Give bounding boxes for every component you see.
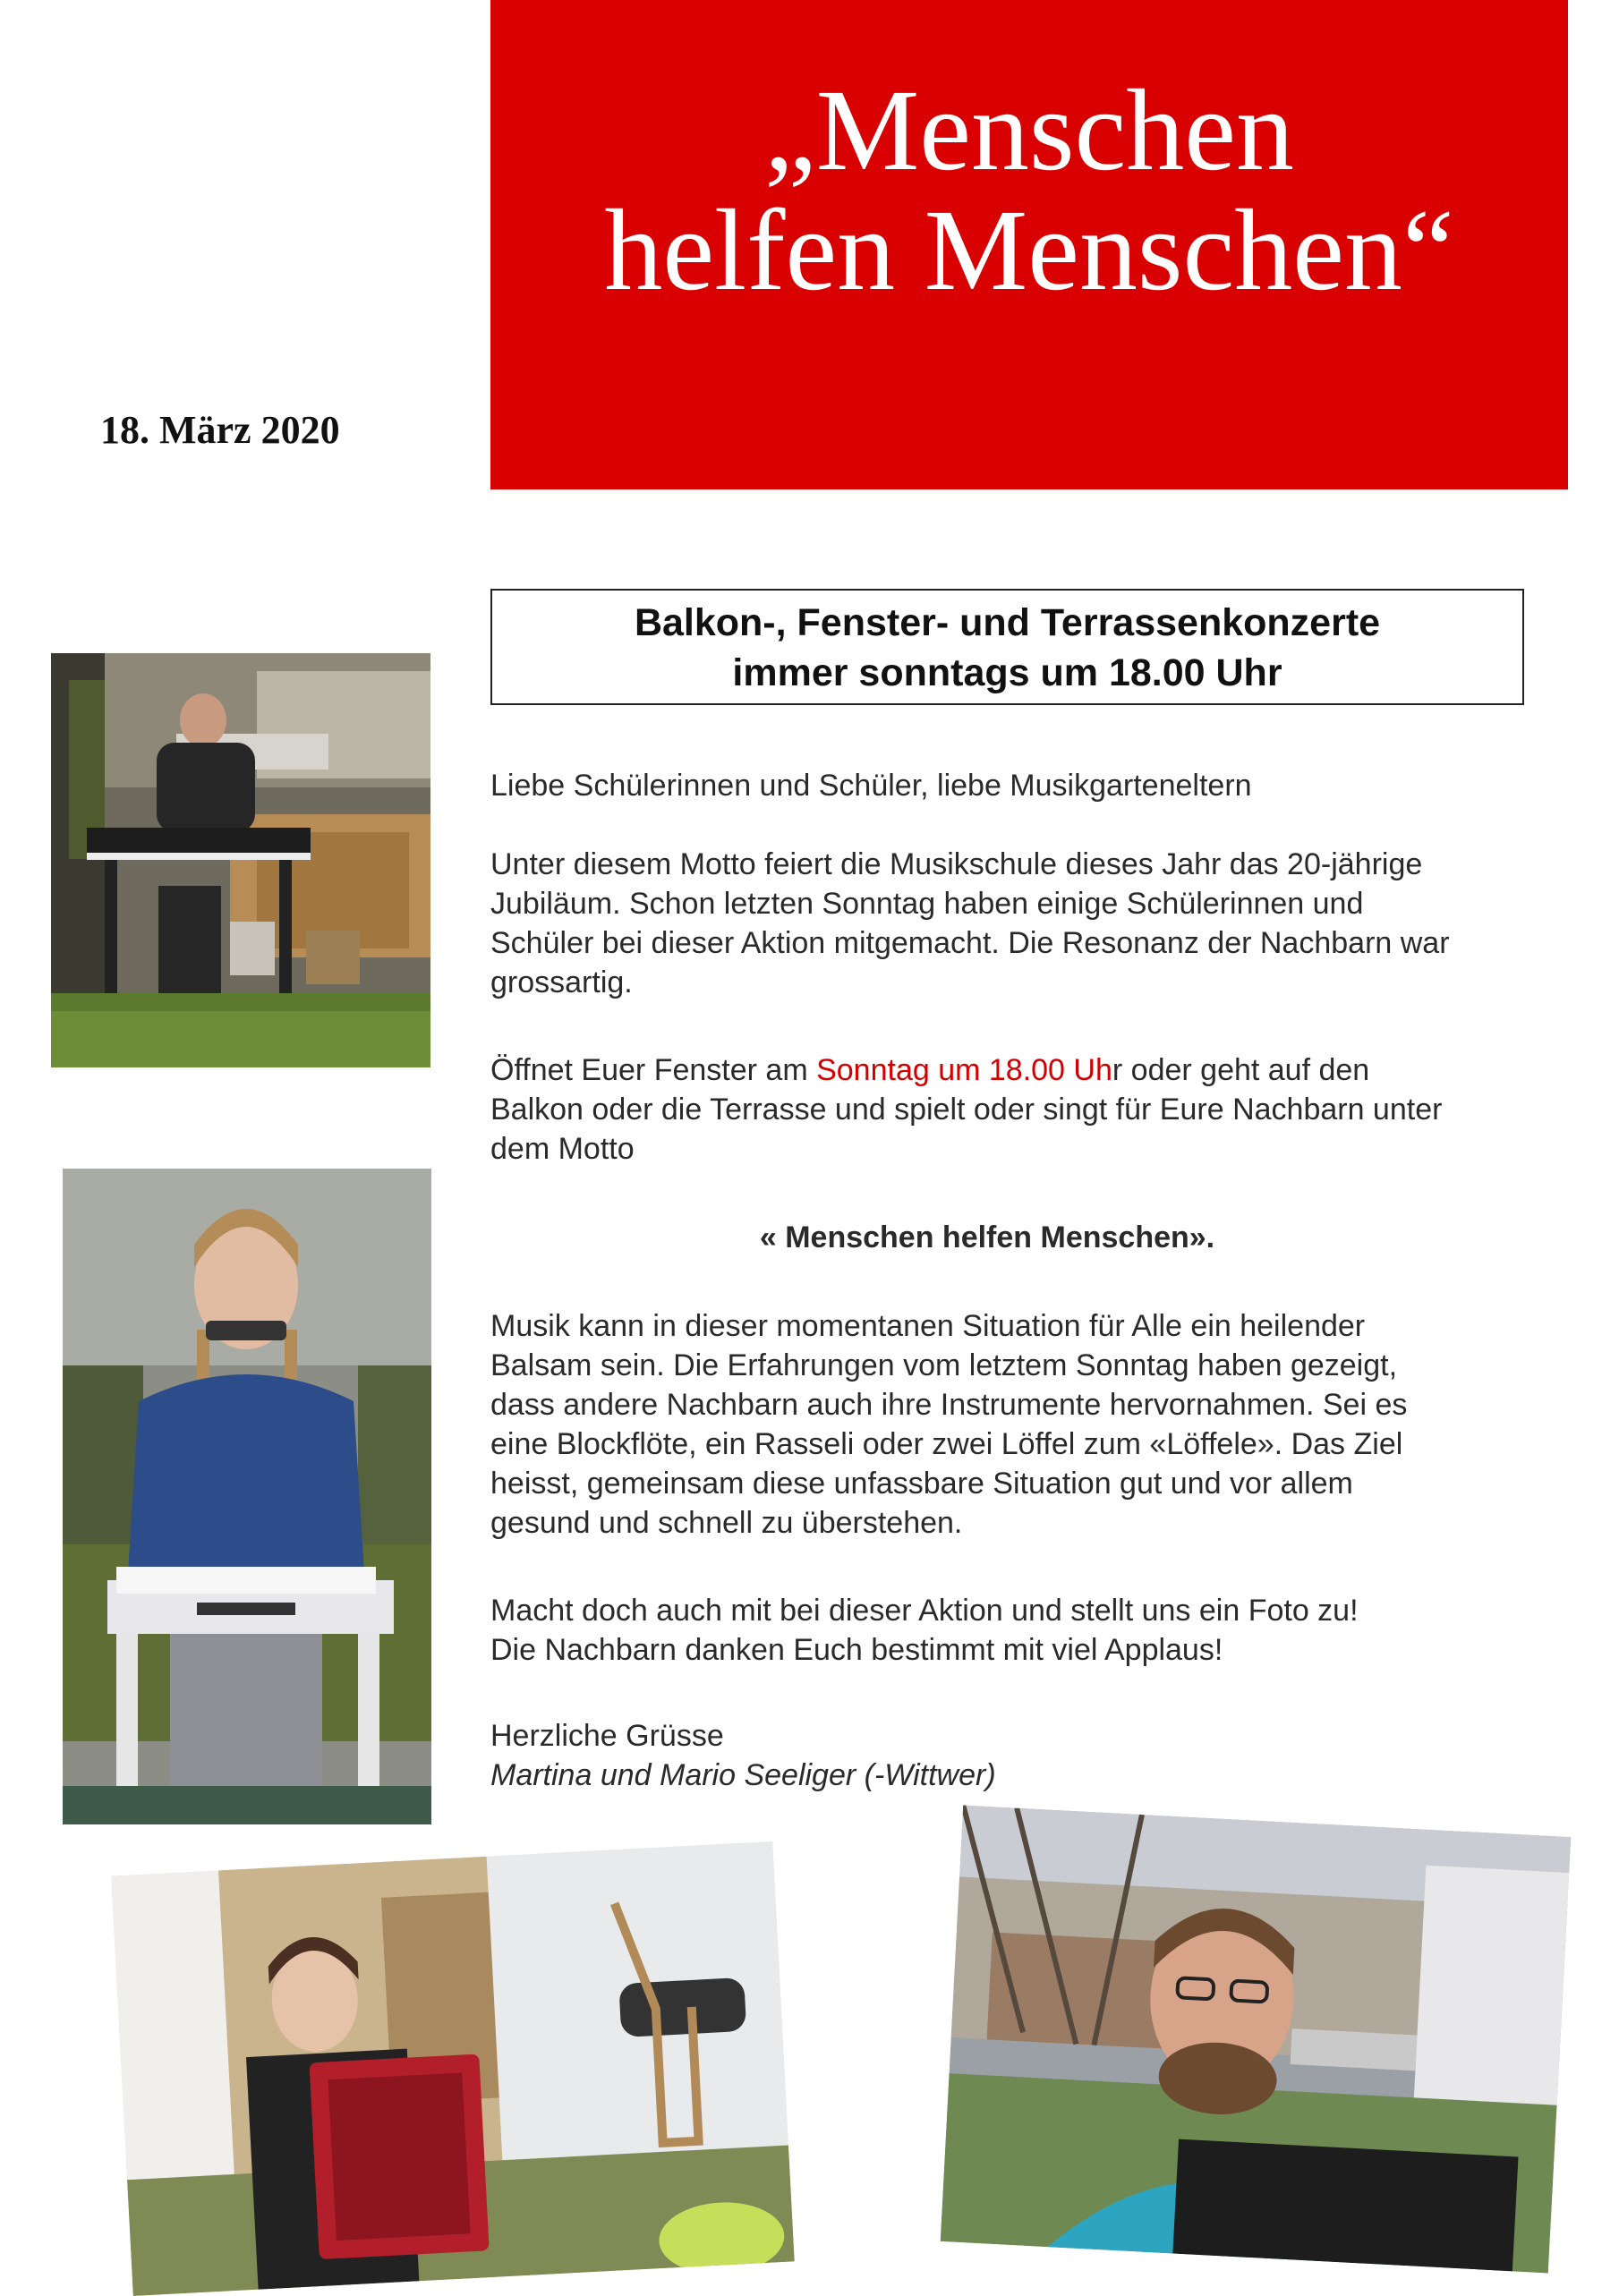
photo-harmonica-girl (63, 1169, 431, 1824)
paragraph-4-line: Die Nachbarn danken Euch bestimmt mit viel Applaus! (490, 1633, 1223, 1667)
paragraph-1-line: grossartig. (490, 965, 633, 999)
signature: Martina und Mario Seeliger (-Wittwer) (490, 1758, 996, 1792)
title-line-2: helfen Menschen“ (604, 186, 1454, 315)
closing (490, 1716, 1555, 1795)
date: 18. März 2020 (100, 408, 340, 452)
headline-line-1: Balkon-, Fenster- und Terrassenkonzerte (634, 601, 1381, 644)
paragraph-2-pre: Öffnet Euer Fenster am (490, 1053, 817, 1087)
paragraph-3-line: dass andere Nachbarn auch ihre Instrumente hervornahmen. Sei es (490, 1388, 1408, 1422)
title-line-1: „Menschen (764, 66, 1294, 195)
paragraph-2-line: dem Motto (490, 1132, 635, 1166)
paragraph-2-post: r oder geht auf den (1112, 1053, 1370, 1087)
motto: « Menschen helfen Menschen». (759, 1220, 1215, 1254)
paragraph-3-line: heisst, gemeinsam diese unfassbare Situation gut und vor allem (490, 1467, 1353, 1501)
paragraph-2-line (490, 1050, 1555, 1090)
title-banner (490, 0, 1568, 489)
greeting (490, 766, 1555, 805)
closing-text: Herzliche Grüsse (490, 1719, 724, 1753)
paragraph-3-line: Musik kann in dieser momentanen Situation für Alle ein heilender (490, 1309, 1366, 1343)
paragraph-3 (490, 1306, 1555, 1543)
paragraph-4 (490, 1591, 1555, 1670)
paragraph-1-line: Unter diesem Motto feiert die Musikschule dieses Jahr das 20-jährige (490, 847, 1423, 881)
paragraph-2-line: Balkon oder die Terrasse und spielt oder singt für Eure Nachbarn unter (490, 1093, 1443, 1127)
paragraph-4-line: Macht doch auch mit bei dieser Aktion und stellt uns ein Foto zu! (490, 1594, 1359, 1628)
headline-line-2: immer sonntags um 18.00 Uhr (732, 651, 1282, 694)
paragraph-1-line: Jubiläum. Schon letzten Sonntag haben einige Schülerinnen und (490, 887, 1364, 921)
photo-accordion-girl (111, 1841, 795, 2296)
greeting-text: Liebe Schülerinnen und Schüler, liebe Musikgarteneltern (490, 769, 1252, 803)
paragraph-3-line: eine Blockflöte, ein Rasseli oder zwei Löffel zum «Löffele». Das Ziel (490, 1427, 1403, 1461)
paragraph-3-line: Balsam sein. Die Erfahrungen vom letztem Sonntag haben gezeigt, (490, 1348, 1398, 1382)
paragraph-1-line: Schüler bei dieser Aktion mitgemacht. Die Resonanz der Nachbarn war (490, 926, 1450, 960)
paragraph-3-line: gesund und schnell zu überstehen. (490, 1506, 963, 1540)
headline-box (490, 589, 1524, 705)
photo-keyboard-player (51, 653, 430, 1067)
photo-accordion-man (941, 1806, 1572, 2274)
paragraph-1 (490, 845, 1555, 1002)
highlight-time: Sonntag um 18.00 Uh (816, 1053, 1112, 1087)
paragraph-2 (490, 1050, 1555, 1169)
